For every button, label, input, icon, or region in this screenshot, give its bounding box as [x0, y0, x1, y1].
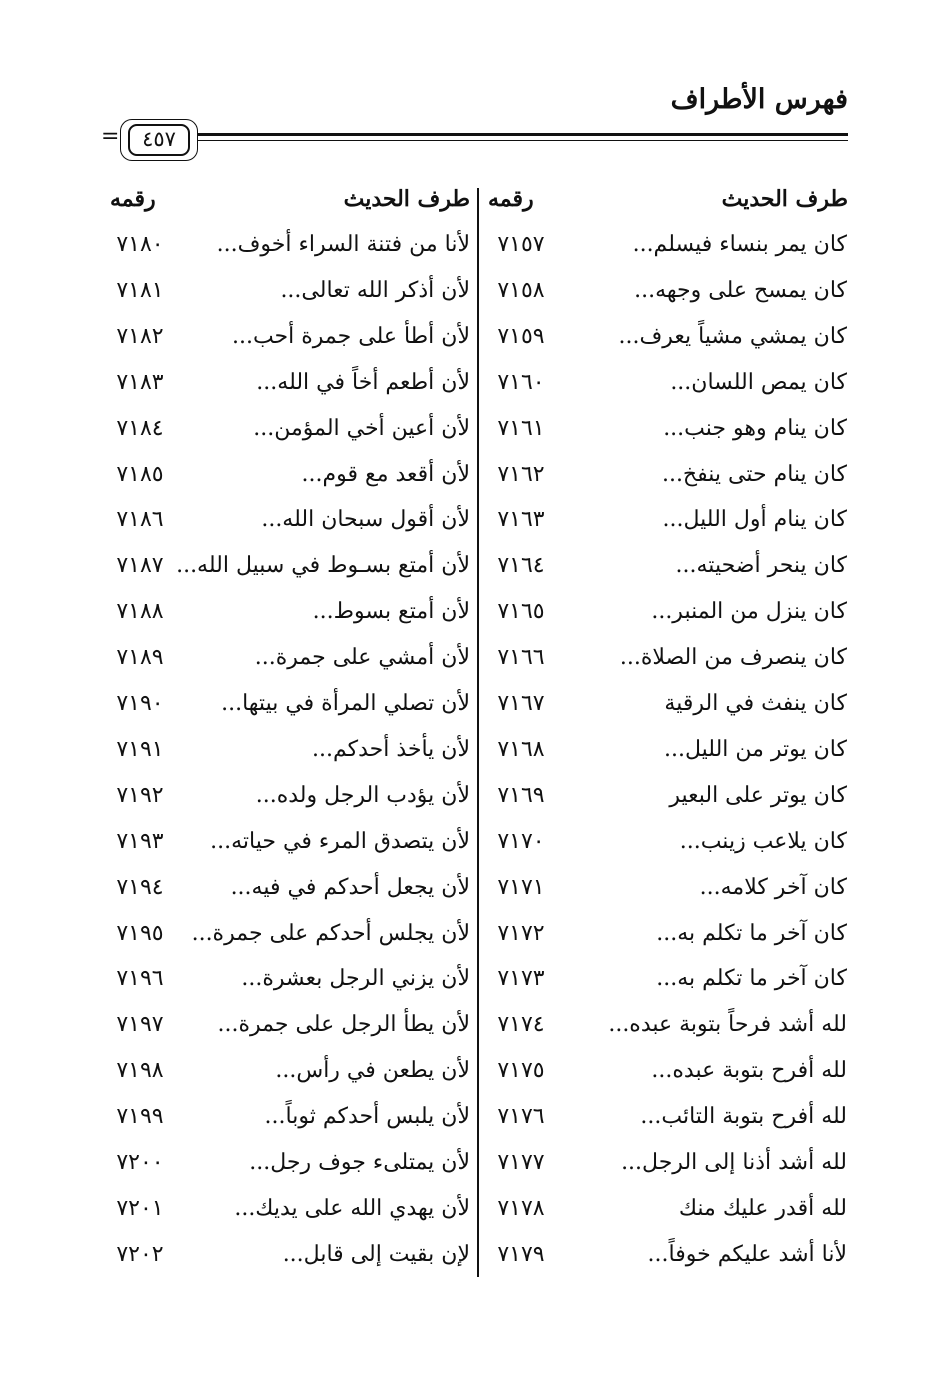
hadith-number-right: ٧١٧٦ [497, 1104, 545, 1130]
hadith-number-right: ٧١٦٥ [497, 599, 545, 625]
hadith-excerpt-right: كان ينام حتى ينفخ... [661, 461, 847, 487]
hadith-excerpt-right: لله أفرح بتوبة عبده... [651, 1058, 847, 1084]
hadith-excerpt-left: لأن تصلي المرأة في بيتها... [221, 691, 470, 716]
hadith-excerpt-left: لأن يطعن في رأس... [275, 1058, 470, 1084]
hadith-excerpt-left: لأن أمشي على جمرة... [254, 645, 470, 671]
hadith-excerpt-right: كان يمشي مشياً يعرف... [618, 323, 847, 349]
hadith-excerpt-right: كان ينام وهو جنب... [663, 415, 847, 441]
page-title: فهرس الأطراف [670, 84, 848, 115]
table-row [0, 320, 948, 366]
hadith-excerpt-right: كان آخر ما تكلم به... [656, 966, 847, 992]
right-num-header: رقمه [488, 186, 534, 212]
table-row [0, 458, 948, 504]
table-row [0, 1238, 948, 1284]
hadith-excerpt-left: لأن يزني الرجل بعشرة... [241, 966, 470, 992]
hadith-number-right: ٧١٧١ [497, 874, 545, 900]
hadith-number-left: ٧١٨٨ [116, 599, 164, 625]
table-row [0, 871, 948, 917]
hadith-number-right: ٧١٦٨ [497, 736, 545, 762]
hadith-excerpt-right: كان آخر ما تكلم به... [656, 920, 847, 946]
hadith-number-right: ٧١٥٨ [497, 277, 545, 303]
hadith-excerpt-right: كان يوتر من الليل... [664, 736, 847, 762]
table-row [0, 687, 948, 733]
hadith-excerpt-left: لأن يتصدق المرء في حياته... [210, 828, 470, 854]
table-row [0, 1100, 948, 1146]
hadith-number-right: ٧١٧٥ [497, 1058, 545, 1084]
table-row [0, 595, 948, 641]
hadith-number-right: ٧١٦٩ [497, 782, 545, 808]
table-row [0, 366, 948, 412]
hadith-excerpt-right: كان يوتر على البعير [669, 782, 847, 808]
hadith-excerpt-left: لأن يطأ الرجل على جمرة... [217, 1012, 470, 1038]
hadith-excerpt-left: لأن أعين أخي المؤمن... [253, 415, 470, 441]
hadith-excerpt-right: كان يمص اللسان... [670, 369, 847, 395]
hadith-excerpt-left: لأن أطأ على جمرة أحب... [231, 323, 470, 349]
hadith-number-left: ٧١٨٦ [116, 507, 164, 533]
hadith-excerpt-left: لأن أطعم أخاً في الله... [256, 369, 470, 395]
table-row [0, 825, 948, 871]
hadith-number-left: ٧١٨٩ [116, 645, 164, 671]
hadith-number-left: ٧١٨٣ [116, 369, 164, 395]
hadith-excerpt-left: لأن يجعل أحدكم في فيه... [230, 874, 470, 900]
hadith-number-right: ٧١٦٣ [497, 507, 545, 533]
hadith-number-left: ٧١٩١ [116, 736, 164, 762]
hadith-number-right: ٧١٧٣ [497, 966, 545, 992]
hadith-number-right: ٧١٦٠ [497, 369, 545, 395]
table-row [0, 503, 948, 549]
table-row [0, 1146, 948, 1192]
hadith-number-right: ٧١٧٨ [497, 1195, 545, 1221]
hadith-number-left: ٧١٩٢ [116, 782, 164, 808]
hadith-number-left: ٧٢٠٠ [116, 1150, 164, 1175]
hadith-number-right: ٧١٧٧ [497, 1150, 545, 1175]
hadith-excerpt-right: كان ينام أول الليل... [662, 507, 847, 533]
hadith-excerpt-left: لأن يهدي الله على يديك... [234, 1195, 470, 1221]
hadith-excerpt-left: لأن أمتع بسوط... [312, 599, 470, 625]
hadith-excerpt-right: كان ينزل من المنبر... [651, 599, 847, 625]
hadith-excerpt-left: لأن أقول سبحان الله... [261, 507, 470, 533]
hadith-excerpt-right: كان يمسح على وجهه... [634, 277, 847, 303]
hadith-excerpt-right: لأنا أشد عليكم خوفاً... [647, 1241, 847, 1267]
page-number: ٤٥٧ [128, 124, 190, 156]
header-rule-thin [198, 140, 848, 141]
hadith-excerpt-left: لأنا من فتنة السراء أخوف... [216, 232, 470, 257]
hadith-number-left: ٧١٩٤ [116, 874, 164, 900]
table-row [0, 1192, 948, 1238]
hadith-number-left: ٧١٩٥ [116, 920, 164, 946]
left-num-header: رقمه [110, 186, 156, 212]
hadith-number-right: ٧١٦٦ [497, 645, 545, 671]
hadith-number-left: ٧١٨٥ [116, 461, 164, 487]
table-row [0, 274, 948, 320]
hadith-number-left: ٧١٩٩ [116, 1104, 164, 1130]
hadith-number-left: ٧١٨٤ [116, 415, 164, 441]
hadith-number-left: ٧١٩٨ [116, 1058, 164, 1084]
hadith-excerpt-left: لإن بقيت إلى قابل... [282, 1241, 470, 1267]
ornament-mark: = [101, 124, 120, 149]
table-row [0, 1054, 948, 1100]
hadith-number-right: ٧١٧٤ [497, 1012, 545, 1038]
hadith-number-right: ٧١٦٢ [497, 461, 545, 487]
hadith-excerpt-left: لأن يأخذ أحدكم... [311, 736, 470, 762]
hadith-excerpt-left: لأن يؤدب الرجل ولده... [255, 782, 470, 808]
hadith-excerpt-right: كان يلاعب زينب... [679, 828, 847, 854]
hadith-excerpt-right: لله أشد فرحاً بتوبة عبده... [608, 1012, 847, 1038]
hadith-excerpt-right: كان ينحر أضحيته... [675, 553, 847, 579]
hadith-excerpt-right: لله أفرح بتوبة التائب... [640, 1104, 847, 1130]
table-row [0, 733, 948, 779]
hadith-number-left: ٧١٨٧ [116, 553, 164, 579]
table-row [0, 412, 948, 458]
hadith-number-left: ٧٢٠٢ [116, 1241, 164, 1267]
hadith-excerpt-right: كان يمر بنساء فيسلم... [632, 232, 847, 257]
hadith-excerpt-right: لله أقدر عليك منك [678, 1195, 847, 1221]
hadith-number-left: ٧٢٠١ [116, 1195, 164, 1221]
hadith-excerpt-right: كان ينفث في الرقية [664, 691, 847, 716]
right-text-header: طرف الحديث [721, 186, 848, 212]
table-row [0, 962, 948, 1008]
table-row [0, 917, 948, 963]
hadith-excerpt-right: كان آخر كلامه... [699, 874, 847, 900]
table-row [0, 641, 948, 687]
left-text-header: طرف الحديث [343, 186, 470, 212]
hadith-excerpt-right: كان ينصرف من الصلاة... [619, 645, 847, 671]
hadith-number-left: ٧١٩٣ [116, 828, 164, 854]
hadith-number-left: ٧١٨١ [116, 277, 164, 303]
hadith-excerpt-left: لأن أذكر الله تعالى... [280, 277, 470, 303]
table-row [0, 549, 948, 595]
table-row [0, 228, 948, 274]
hadith-number-left: ٧١٩٧ [116, 1012, 164, 1038]
hadith-number-right: ٧١٦٤ [497, 553, 545, 579]
hadith-excerpt-left: لأن أقعد مع قوم... [301, 461, 470, 487]
hadith-number-left: ٧١٩٠ [116, 691, 164, 716]
table-row [0, 1008, 948, 1054]
hadith-excerpt-left: لأن يلبس أحدكم ثوباً... [264, 1104, 470, 1130]
hadith-number-left: ٧١٨٢ [116, 323, 164, 349]
hadith-number-right: ٧١٦١ [497, 415, 545, 441]
hadith-excerpt-left: لأن يمتلىء جوف رجل... [249, 1150, 470, 1175]
hadith-number-left: ٧١٨٠ [116, 232, 164, 257]
header-rule-thick [198, 133, 848, 136]
hadith-excerpt-right: لله أشد أذنا إلى الرجل... [621, 1150, 847, 1175]
hadith-number-left: ٧١٩٦ [116, 966, 164, 992]
hadith-number-right: ٧١٥٩ [497, 323, 545, 349]
hadith-number-right: ٧١٧٠ [497, 828, 545, 854]
hadith-number-right: ٧١٧٩ [497, 1241, 545, 1267]
hadith-number-right: ٧١٧٢ [497, 920, 545, 946]
hadith-excerpt-left: لأن أمتع بسـوط في سبيل الله... [176, 553, 470, 579]
hadith-excerpt-left: لأن يجلس أحدكم على جمرة... [191, 920, 470, 946]
hadith-number-right: ٧١٥٧ [497, 232, 545, 257]
table-row [0, 779, 948, 825]
hadith-number-right: ٧١٦٧ [497, 691, 545, 716]
